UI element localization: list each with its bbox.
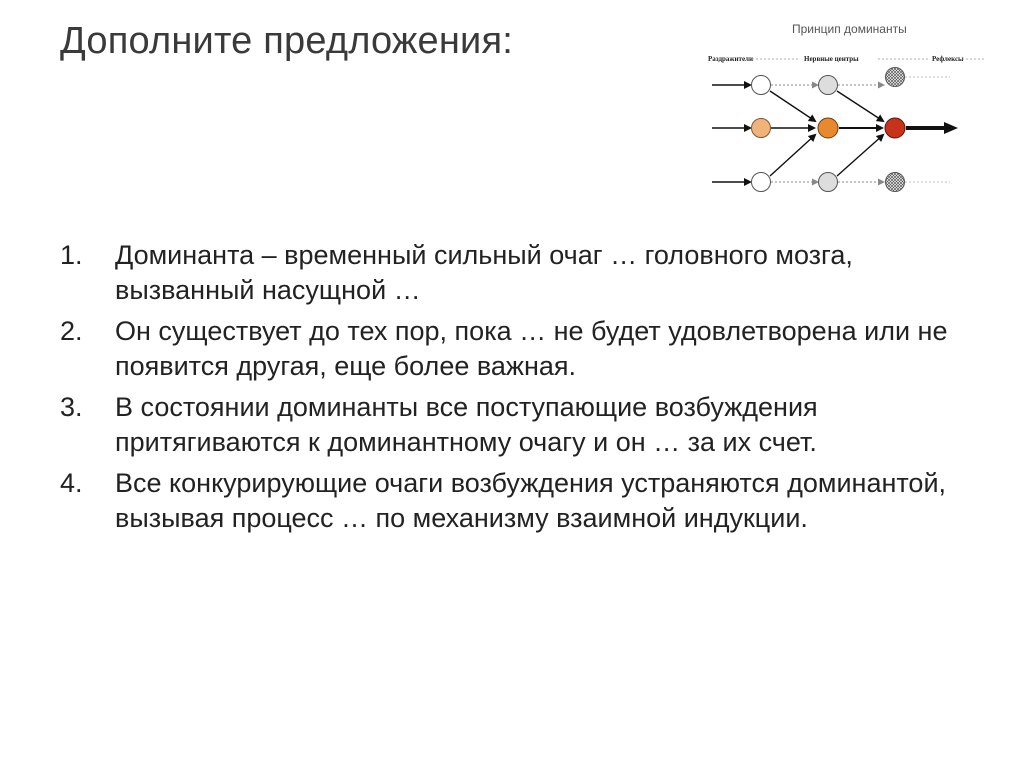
item-text: Доминанта – временный сильный очаг … головного мозга, вызванный насущной … bbox=[115, 240, 853, 305]
label-nerve-centers: Нервные центры bbox=[804, 55, 859, 63]
reflex-node-top bbox=[886, 68, 905, 87]
figure-title: Принцип доминанты bbox=[792, 22, 907, 36]
item-number: 1. bbox=[60, 240, 83, 270]
label-stimuli: Раздражители bbox=[708, 55, 754, 63]
item-number: 4. bbox=[60, 468, 83, 498]
sentence-list bbox=[60, 238, 980, 542]
dominant-principle-diagram bbox=[700, 15, 1000, 210]
item-number: 2. bbox=[60, 316, 83, 346]
center-node-top bbox=[819, 76, 838, 95]
dominant-reflex-node bbox=[885, 118, 905, 138]
stimulus-node-middle bbox=[752, 119, 771, 138]
slide-title: Дополните предложения: bbox=[60, 20, 514, 62]
item-number: 3. bbox=[60, 392, 83, 422]
list-item bbox=[60, 390, 980, 459]
dominant-principle-figure bbox=[700, 15, 1000, 210]
reflex-node-bottom bbox=[886, 173, 905, 192]
item-text: В состоянии доминанты все поступающие возбуждения притягиваются к доминантному очагу и он … за их счет. bbox=[115, 392, 818, 457]
label-reflexes: Рефлексы bbox=[932, 55, 964, 63]
item-text: Он существует до тех пор, пока … не будет удовлетворена или не появится другая, еще более важная. bbox=[115, 316, 948, 381]
center-node-bottom bbox=[819, 173, 838, 192]
dominant-center-node bbox=[818, 118, 838, 138]
list-item bbox=[60, 314, 980, 383]
list-item bbox=[60, 466, 980, 535]
stimulus-node-bottom bbox=[752, 173, 771, 192]
stimulus-node-top bbox=[752, 76, 771, 95]
list-item bbox=[60, 238, 980, 307]
item-text: Все конкурирующие очаги возбуждения устраняются доминантой, вызывая процесс … по механизму взаимной индукции. bbox=[115, 468, 947, 533]
